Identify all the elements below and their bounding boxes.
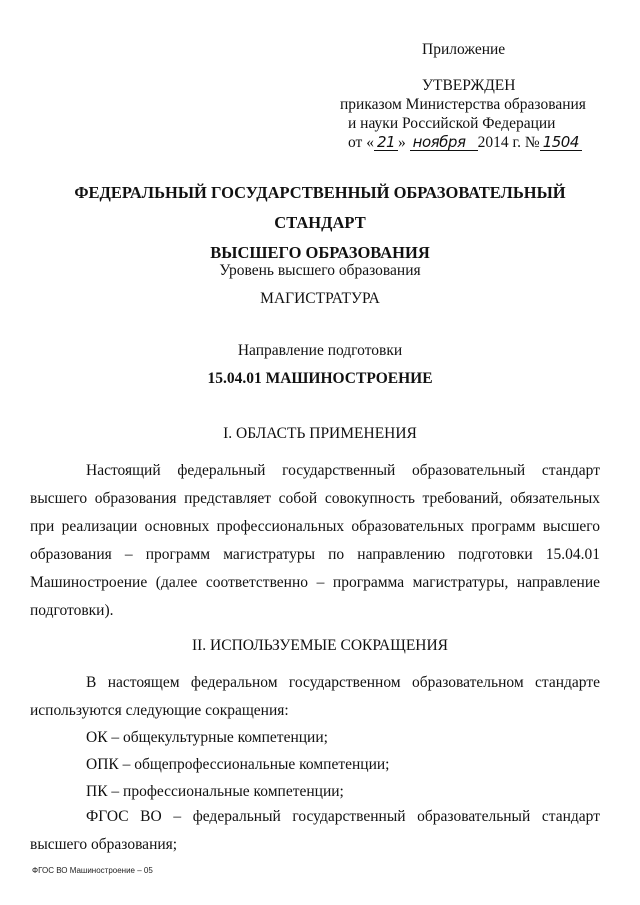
title-line-1: ФЕДЕРАЛЬНЫЙ ГОСУДАРСТВЕННЫЙ ОБРАЗОВАТЕЛЬНЫЙ СТАНДАРТ: [74, 183, 566, 232]
appendix-label: Приложение: [422, 41, 506, 58]
section2-heading: II. ИСПОЛЬЗУЕМЫЕ СОКРАЩЕНИЯ: [191, 637, 449, 654]
approval-block: [330, 40, 610, 152]
section1-heading: I. ОБЛАСТЬ ПРИМЕНЕНИЯ: [223, 425, 417, 442]
approved-label: УТВЕРЖДЕН: [422, 77, 516, 94]
abbreviation-item: ОК – общекультурные компетенции;: [86, 729, 328, 746]
education-level-label: Уровень высшего образования: [219, 262, 421, 279]
direction-value: 15.04.01 МАШИНОСТРОЕНИЕ: [207, 370, 433, 387]
direction-label: Направление подготовки: [237, 342, 403, 359]
document-title: [30, 178, 610, 268]
section1-paragraph: Настоящий федеральный государственный образовательный стандарт высшего образования представляет собой совокупность требований, обязательных при реализации основных профессиональных образовательных программ высшего образования – программ магистратуры по направлению подготовки 15.04.01 Машиностроение (далее соответственно – программа магистратуры, направление подготовки).: [30, 462, 600, 619]
date-prefix: от «: [348, 134, 374, 151]
date-year-text: 2014 г. №: [477, 134, 540, 151]
section2-intro: В настоящем федеральном государственном образовательном стандарте используются следующие сокращения:: [30, 674, 600, 719]
handwritten-day: 21: [374, 134, 398, 151]
handwritten-month: ноября: [410, 134, 478, 151]
date-quote-close: »: [398, 134, 406, 151]
page-footer: ФГОС ВО Машиностроение – 05: [32, 866, 153, 875]
abbreviation-item: ОПК – общепрофессиональные компетенции;: [86, 756, 390, 773]
abbreviation-item: ПК – профессиональные компетенции;: [86, 783, 344, 800]
title-line-2: ВЫСШЕГО ОБРАЗОВАНИЯ: [210, 243, 430, 262]
education-level-value: МАГИСТРАТУРА: [260, 290, 380, 307]
approval-date-line: [348, 133, 610, 152]
approval-order-line: приказом Министерства образования: [340, 96, 586, 113]
approval-ministry-line: и науки Российской Федерации: [348, 115, 556, 132]
handwritten-order-number: 1504: [540, 134, 582, 151]
abbreviation-item: ФГОС ВО – федеральный государственный образовательный стандарт высшего образования;: [30, 808, 600, 853]
